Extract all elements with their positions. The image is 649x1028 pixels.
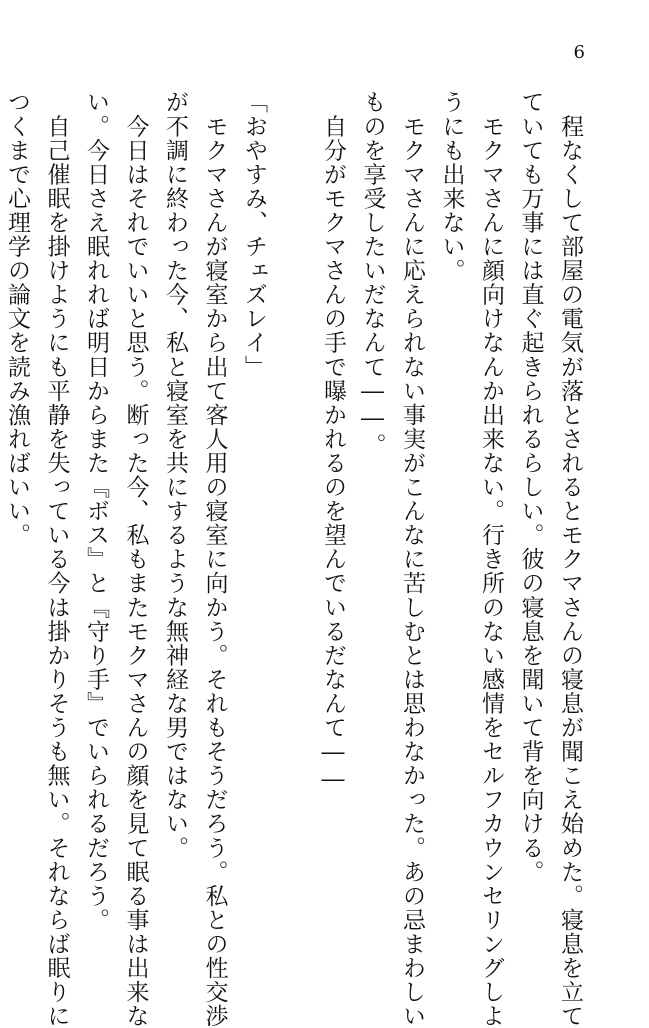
text-line: 程なくして部屋の電気が落とされるとモクマさんの寝息が聞こえ始めた。寝息を立て: [557, 90, 583, 1028]
text-line: モクマさんに応えられない事実がこんなに苦しむとは思わなかった。あの忌まわしい: [399, 90, 425, 1028]
text-line: ていても万事には直ぐ起きられるらしい。彼の寝息を聞いて背を向ける。: [517, 90, 544, 884]
text-line: 自己催眠を掛けようにも平静を失っている今は掛かりそうも無い。それならば眠りに: [43, 90, 70, 1028]
text-line: ものを享受したいだなんて――。: [359, 90, 386, 457]
text-line: が不調に終わった今、私と寝室を共にするような無神経な男ではない。: [162, 90, 188, 860]
page-number: 6: [573, 42, 585, 63]
text-line: 今日はそれでいいと思う。断った今、私もまたモクマさんの顔を見て眠る事は出来な: [122, 90, 149, 1028]
text-line: つくまで心理学の論文を読み漁ればいい。: [4, 90, 30, 547]
text-line: 自分がモクマさんの手で曝かれるのを望んでいるだなんて――: [320, 90, 346, 794]
text-line: 「おやすみ、チェズレイ」: [241, 90, 267, 379]
text-line: い。今日さえ眠れれば明日からまた『ボス』と『守り手』でいられるだろう。: [83, 90, 109, 932]
vertical-text-body: [0, 90, 589, 1028]
text-line: モクマさんに顔向けなんか出来ない。行き所のない感情をセルフカウンセリングしよ: [478, 90, 504, 1028]
text-line: モクマさんが寝室から出て客人用の寝室に向かう。それもそうだろう。私との性交渉: [201, 90, 228, 1028]
blank-line: [273, 90, 313, 850]
text-line: うにも出来ない。: [438, 90, 465, 283]
